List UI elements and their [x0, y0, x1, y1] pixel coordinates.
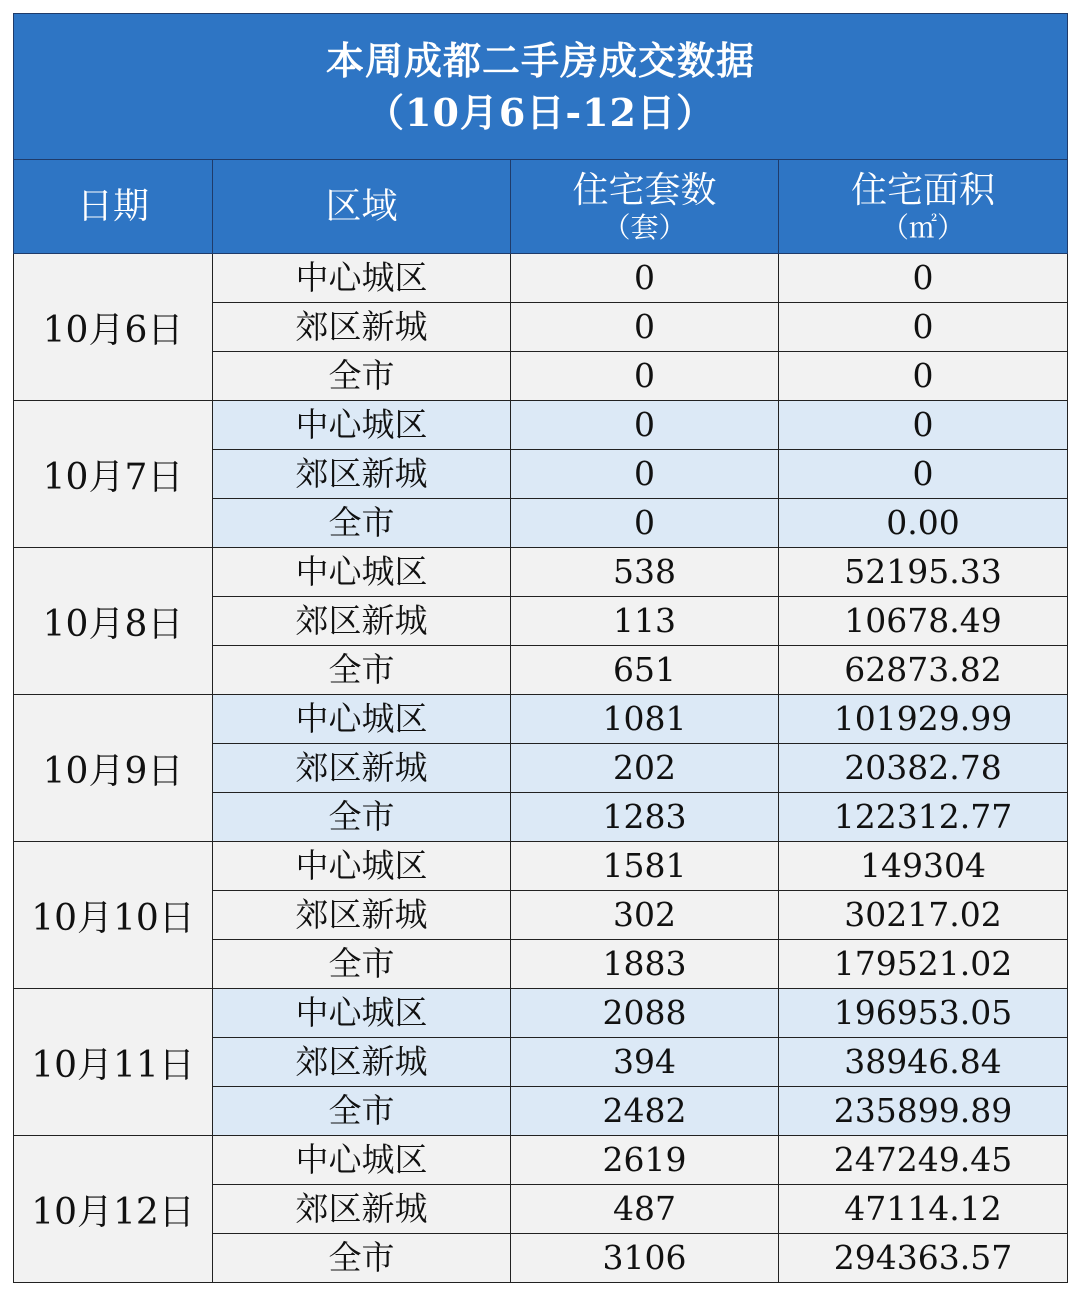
- region-cell: 全市: [213, 1087, 511, 1136]
- area-cell: 122312.77: [779, 793, 1068, 842]
- area-cell: 0.00: [779, 499, 1068, 548]
- table-row: [14, 842, 1068, 891]
- units-cell: 202: [511, 744, 779, 793]
- date-cell: 10月6日: [14, 254, 213, 401]
- region-cell: 郊区新城: [213, 1038, 511, 1087]
- region-cell: 中心城区: [213, 1136, 511, 1185]
- units-cell: 538: [511, 548, 779, 597]
- units-cell: 113: [511, 597, 779, 646]
- header-region: 区域: [213, 160, 511, 254]
- area-cell: 0: [779, 303, 1068, 352]
- units-cell: 2088: [511, 989, 779, 1038]
- header-units-label: 住宅套数: [572, 169, 717, 211]
- region-cell: 全市: [213, 499, 511, 548]
- date-cell: 10月9日: [14, 695, 213, 842]
- region-cell: 全市: [213, 1234, 511, 1283]
- units-cell: 0: [511, 352, 779, 401]
- table-body: [14, 254, 1068, 1283]
- region-cell: 郊区新城: [213, 597, 511, 646]
- table-title: [14, 14, 1068, 160]
- area-cell: 38946.84: [779, 1038, 1068, 1087]
- units-cell: 1283: [511, 793, 779, 842]
- units-cell: 651: [511, 646, 779, 695]
- region-cell: 中心城区: [213, 401, 511, 450]
- units-cell: 1581: [511, 842, 779, 891]
- region-cell: 全市: [213, 352, 511, 401]
- table-row: [14, 989, 1068, 1038]
- area-cell: 196953.05: [779, 989, 1068, 1038]
- area-cell: 101929.99: [779, 695, 1068, 744]
- area-cell: 235899.89: [779, 1087, 1068, 1136]
- date-cell: 10月12日: [14, 1136, 213, 1283]
- table-row: [14, 1136, 1068, 1185]
- area-cell: 247249.45: [779, 1136, 1068, 1185]
- area-cell: 0: [779, 254, 1068, 303]
- header-area: [779, 160, 1068, 254]
- area-cell: 10678.49: [779, 597, 1068, 646]
- units-cell: 0: [511, 450, 779, 499]
- area-cell: 0: [779, 352, 1068, 401]
- region-cell: 中心城区: [213, 842, 511, 891]
- units-cell: 302: [511, 891, 779, 940]
- table-row: [14, 254, 1068, 303]
- table-row: [14, 548, 1068, 597]
- units-cell: 394: [511, 1038, 779, 1087]
- area-cell: 0: [779, 450, 1068, 499]
- region-cell: 中心城区: [213, 548, 511, 597]
- units-cell: 1081: [511, 695, 779, 744]
- date-cell: 10月11日: [14, 989, 213, 1136]
- region-cell: 郊区新城: [213, 1185, 511, 1234]
- region-cell: 中心城区: [213, 695, 511, 744]
- header-units: [511, 160, 779, 254]
- units-cell: 0: [511, 254, 779, 303]
- area-cell: 52195.33: [779, 548, 1068, 597]
- units-cell: 0: [511, 499, 779, 548]
- date-cell: 10月8日: [14, 548, 213, 695]
- header-row: [14, 160, 1068, 254]
- data-table-container: [13, 13, 1067, 1283]
- units-cell: 0: [511, 303, 779, 352]
- region-cell: 全市: [213, 940, 511, 989]
- date-cell: 10月10日: [14, 842, 213, 989]
- table-row: [14, 695, 1068, 744]
- area-cell: 47114.12: [779, 1185, 1068, 1234]
- units-cell: 2482: [511, 1087, 779, 1136]
- area-cell: 294363.57: [779, 1234, 1068, 1283]
- units-cell: 0: [511, 401, 779, 450]
- header-date: 日期: [14, 160, 213, 254]
- units-cell: 1883: [511, 940, 779, 989]
- area-cell: 20382.78: [779, 744, 1068, 793]
- area-cell: 0: [779, 401, 1068, 450]
- table-row: [14, 401, 1068, 450]
- header-area-label: 住宅面积: [851, 169, 996, 211]
- units-cell: 487: [511, 1185, 779, 1234]
- region-cell: 中心城区: [213, 989, 511, 1038]
- region-cell: 全市: [213, 793, 511, 842]
- units-cell: 3106: [511, 1234, 779, 1283]
- area-cell: 62873.82: [779, 646, 1068, 695]
- units-cell: 2619: [511, 1136, 779, 1185]
- region-cell: 郊区新城: [213, 891, 511, 940]
- date-cell: 10月7日: [14, 401, 213, 548]
- area-cell: 149304: [779, 842, 1068, 891]
- title-date-range: （10月6日-12日）: [366, 89, 715, 135]
- region-cell: 郊区新城: [213, 303, 511, 352]
- title-main: 本周成都二手房成交数据: [326, 37, 756, 83]
- header-area-unit: （㎡）: [881, 210, 966, 244]
- region-cell: 郊区新城: [213, 744, 511, 793]
- area-cell: 179521.02: [779, 940, 1068, 989]
- transaction-table: [13, 13, 1068, 1283]
- header-units-unit: （套）: [602, 210, 687, 244]
- region-cell: 全市: [213, 646, 511, 695]
- region-cell: 郊区新城: [213, 450, 511, 499]
- area-cell: 30217.02: [779, 891, 1068, 940]
- region-cell: 中心城区: [213, 254, 511, 303]
